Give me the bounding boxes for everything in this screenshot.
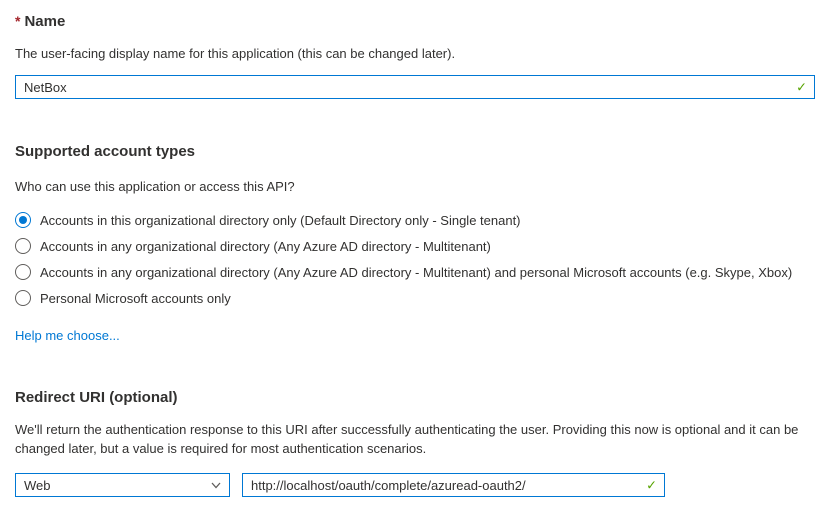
radio-button-icon[interactable] bbox=[15, 264, 31, 280]
redirect-uri-heading: Redirect URI (optional) bbox=[15, 389, 178, 406]
radio-option-label: Accounts in any organizational directory (Any Azure AD directory - Multitenant) bbox=[40, 238, 491, 254]
radio-button-icon[interactable] bbox=[15, 212, 31, 228]
redirect-uri-row bbox=[15, 473, 815, 497]
platform-select[interactable] bbox=[15, 473, 230, 497]
required-asterisk: * bbox=[15, 13, 21, 29]
chevron-down-icon bbox=[210, 479, 222, 491]
name-input[interactable] bbox=[16, 76, 814, 98]
radio-option-single-tenant[interactable] bbox=[15, 207, 815, 233]
name-label: Name bbox=[24, 13, 66, 30]
radio-option-label: Accounts in this organizational directory only (Default Directory only - Single tenant) bbox=[40, 212, 521, 228]
radio-option-personal-only[interactable] bbox=[15, 285, 815, 311]
radio-button-icon[interactable] bbox=[15, 238, 31, 254]
name-description: The user-facing display name for this application (this can be changed later). bbox=[15, 46, 456, 61]
check-icon: ✓ bbox=[646, 477, 657, 493]
account-types-radio-group bbox=[15, 207, 815, 311]
account-types-question: Who can use this application or access this API? bbox=[15, 179, 295, 194]
redirect-uri-field-container bbox=[242, 473, 665, 497]
radio-option-label: Personal Microsoft accounts only bbox=[40, 290, 231, 306]
redirect-uri-description: We'll return the authentication response to this URI after successfully authenticating the user. Providing this now is optional and it can be changed later, but a value is required for most authentication scenarios. bbox=[15, 422, 799, 456]
radio-option-label: Accounts in any organizational directory (Any Azure AD directory - Multitenant) and personal Microsoft accounts (e.g. Skype, Xbox) bbox=[40, 264, 793, 280]
help-me-choose-link[interactable]: Help me choose... bbox=[15, 328, 120, 343]
radio-button-icon[interactable] bbox=[15, 290, 31, 306]
name-field-container bbox=[15, 75, 815, 99]
redirect-uri-input[interactable] bbox=[243, 474, 664, 496]
check-icon: ✓ bbox=[796, 79, 807, 95]
platform-select-value: Web bbox=[24, 477, 51, 493]
radio-option-multitenant-personal[interactable] bbox=[15, 259, 815, 285]
name-section-heading bbox=[15, 11, 815, 32]
account-types-heading: Supported account types bbox=[15, 143, 196, 160]
radio-option-multitenant[interactable] bbox=[15, 233, 815, 259]
